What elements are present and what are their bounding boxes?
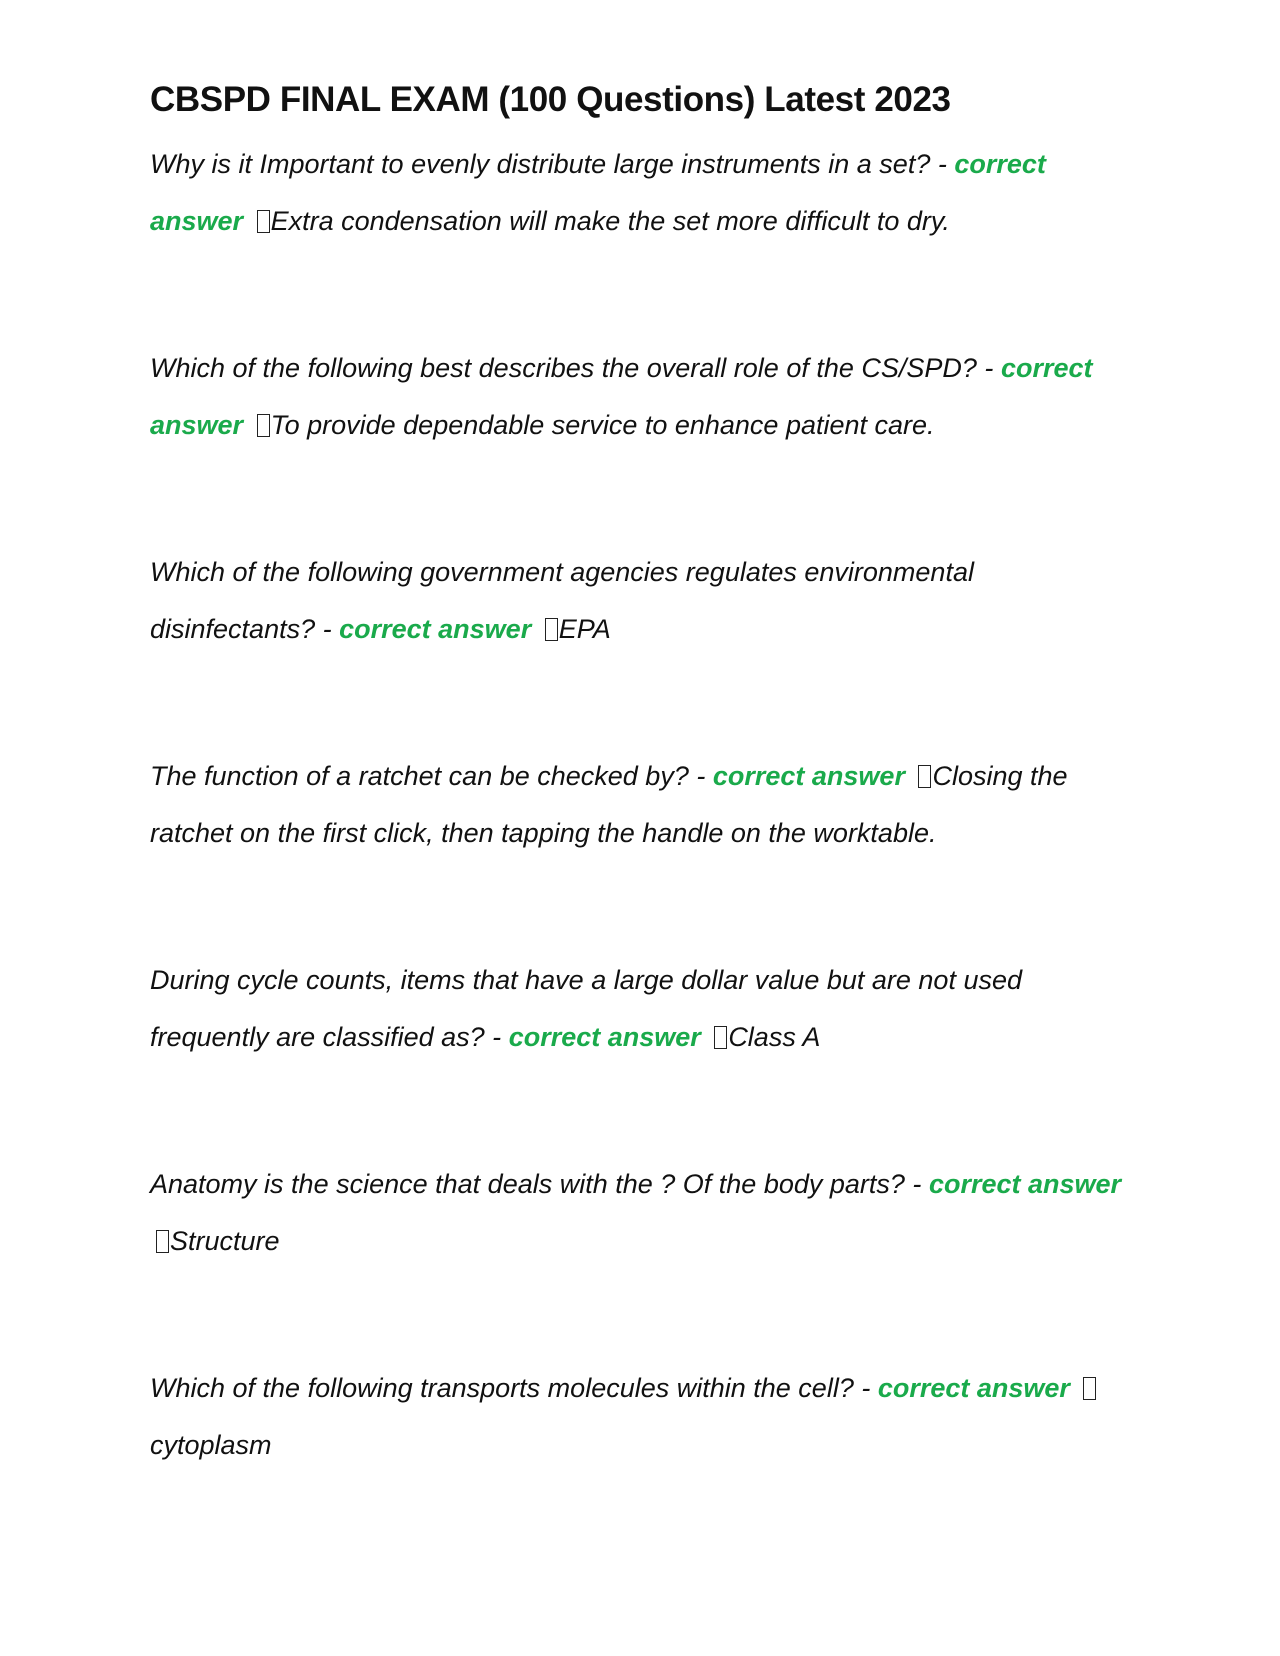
qa-item	[150, 952, 1140, 1066]
answer-marker-icon	[156, 1230, 169, 1253]
correct-answer-label: correct answer	[712, 761, 905, 791]
answer-marker-icon	[714, 1026, 727, 1049]
qa-item	[150, 1156, 1140, 1270]
question-text: The function of a ratchet can be checked by? -	[150, 761, 706, 791]
answer-marker-icon	[918, 765, 931, 788]
answer-marker-icon	[257, 210, 270, 233]
question-text: Anatomy is the science that deals with the ? Of the body parts? -	[150, 1169, 922, 1199]
answer-text: cytoplasm	[150, 1430, 272, 1460]
answer-text: To provide dependable service to enhance patient care.	[270, 410, 935, 440]
answer-text: Structure	[170, 1226, 280, 1256]
document-page	[150, 72, 1140, 1564]
question-text: Which of the following transports molecules within the cell? -	[150, 1373, 871, 1403]
correct-answer-label: correct answer	[877, 1373, 1070, 1403]
qa-item	[150, 544, 1140, 658]
answer-text: EPA	[558, 614, 611, 644]
qa-item	[150, 748, 1140, 862]
correct-answer-label: correct answer	[150, 353, 1093, 440]
qa-item	[150, 136, 1140, 250]
answer-text: Closing the ratchet on the first click, then tapping the handle on the worktable.	[150, 761, 1068, 848]
answer-marker-icon	[257, 414, 270, 437]
document-title: CBSPD FINAL EXAM (100 Questions) Latest 2023	[150, 80, 951, 119]
qa-item	[150, 340, 1140, 454]
question-text: Which of the following government agencies regulates environmental disinfectants? -	[150, 557, 974, 644]
question-text: During cycle counts, items that have a large dollar value but are not used frequently are classified as? -	[150, 965, 1022, 1052]
answer-marker-icon	[545, 618, 558, 641]
question-text: Why is it Important to evenly distribute large instruments in a set? -	[150, 149, 947, 179]
question-text: Which of the following best describes the overall role of the CS/SPD? -	[150, 353, 994, 383]
correct-answer-label: correct answer	[508, 1022, 701, 1052]
correct-answer-label: correct answer	[928, 1169, 1122, 1199]
answer-marker-icon	[1083, 1377, 1096, 1400]
correct-answer-label: correct answer	[339, 614, 532, 644]
answer-text: Class A	[728, 1022, 821, 1052]
qa-item	[150, 1360, 1140, 1474]
correct-answer-label: correct answer	[150, 149, 1046, 236]
answer-text: Extra condensation will make the set more difficult to dry.	[270, 206, 950, 236]
